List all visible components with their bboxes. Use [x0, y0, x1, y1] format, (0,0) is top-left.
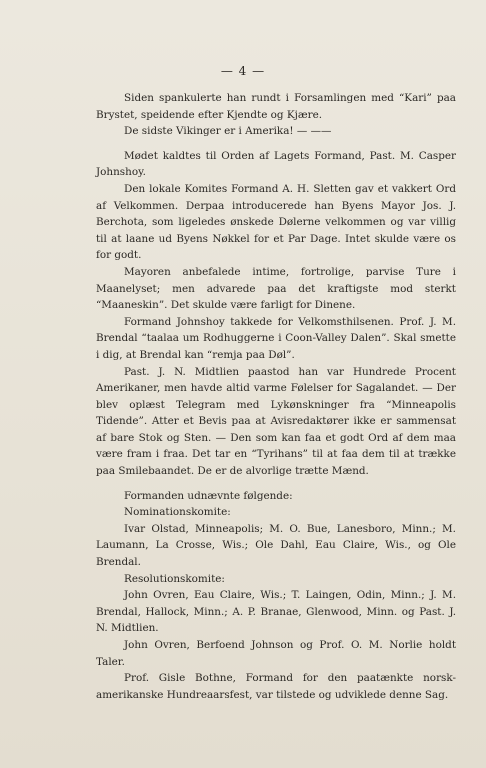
paragraph-taler: John Ovren, Berfoend Johnson og Prof. O. M. Norlie holdt Taler. — [96, 639, 456, 668]
nominationskomite-label: Nominationskomite: — [124, 506, 231, 519]
paragraph-midtlien: Past. J. N. Midtlien paastod han var Hundrede Procent Amerikaner, men havde altid varme Følelser for Sagalandet. — Der blev oplæst Telegram med Lykønskninger fra “Minneapolis Tidende”. Atter et Bevis paa at Avisredaktører ikke er sammensat af bare Stok og Sten. — Den som kan faa et godt Ord af dem maa være fram i fraa. Det tar en “Tyrihans” til at faa dem til at trække paa Smilebaandet. De er de alvorlige trætte Mænd. — [96, 365, 456, 478]
paragraph-formanden: Formanden udnævnte følgende: — [124, 489, 293, 502]
paragraph-johnshoy: Formand Johnshoy takkede for Velkomsthilsenen. Prof. J. M. Brendal “taalaa um Rodhuggerne i Coon-Valley Dalen”. Skal smette i dig, at Brendal kan “remja paa Døl”. — [96, 315, 456, 361]
paragraph-bothne: Prof. Gisle Bothne, Formand for den paatænkte norsk-amerikanske Hundreaarsfest, var tilstede og udviklede denne Sag. — [96, 672, 456, 701]
paragraph-mayoren: Mayoren anbefalede intime, fortrolige, parvise Ture i Maanelyset; men advarede paa det kraftigste mod sterkt “Maaneskin”. Det skulde være farligt for Dinene. — [96, 265, 456, 312]
nominationskomite-members: Ivar Olstad, Minneapolis; M. O. Bue, Lanesboro, Minn.; M. Laumann, La Crosse, Wis.; Ole Dahl, Eau Claire, Wis., og Ole Brendal. — [96, 522, 456, 569]
paragraph-moedet: Mødet kaldtes til Orden af Lagets Formand, Past. M. Casper Johnshoy. — [96, 149, 456, 179]
resolutionskomite-label: Resolutionskomite: — [124, 572, 225, 585]
paragraph-vikinger: De sidste Vikinger er i Amerika! — —— — [124, 125, 332, 138]
paragraph-kari: Siden spankulerte han rundt i Forsamlingen med “Kari” paa Brystet, speidende efter Kjendte og Kjære. — [96, 92, 456, 121]
paragraph-komite-formand: Den lokale Komites Formand A. H. Sletten gav et vakkert Ord af Velkommen. Derpaa introducerede han Byens Mayor Jos. J. Berchota, som ligeledes ønskede Dølerne velkommen og var villig til at laane ud Byens Nøkkel for et Par Dage. Intet skulde være os for godt. — [96, 182, 456, 262]
resolutionskomite-members: John Ovren, Eau Claire, Wis.; T. Laingen, Odin, Minn.; J. M. Brendal, Hallock, Minn.; A. P. Branae, Glenwood, Minn. og Past. J. N. Midtlien. — [96, 589, 456, 635]
body-text — [96, 90, 456, 703]
page-number: — 4 — — [220, 64, 266, 78]
